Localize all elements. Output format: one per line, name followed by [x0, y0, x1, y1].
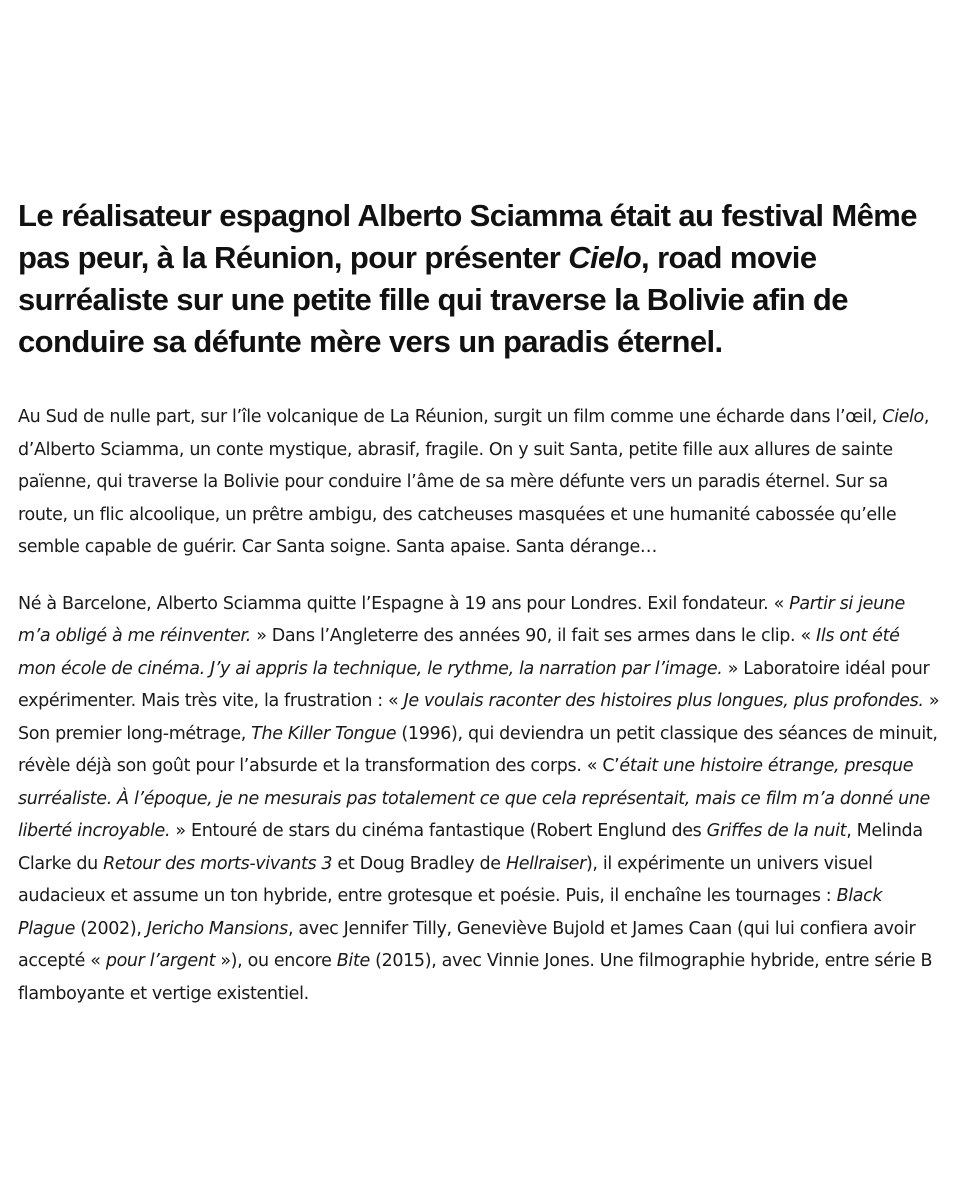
text-run: » Son premier long-métrage, — [18, 691, 940, 744]
italic-text: Ils ont été mon école de cinéma. J’y ai appris la technique, le rythme, la narration par l’image. — [18, 626, 900, 679]
article-body — [18, 401, 942, 1010]
text-run: » Laboratoire idéal pour expérimenter. Mais très vite, la frustration : « — [18, 658, 930, 711]
article — [18, 195, 942, 1034]
text-run: »), ou encore — [215, 951, 337, 971]
text-run: Le réalisateur espagnol Alberto Sciamma était au festival Même pas peur, à la Réunion, pour présenter — [18, 198, 917, 275]
italic-text: Cielo — [882, 407, 924, 427]
italic-text: Black Plague — [18, 886, 883, 939]
italic-text: The Killer Tongue — [251, 723, 397, 744]
paragraph-intro — [18, 401, 942, 564]
italic-text: Bite — [336, 951, 370, 971]
text-run: et Doug Bradley de — [332, 853, 506, 874]
italic-text: Cielo — [568, 240, 642, 275]
italic-text: était une histoire étrange, presque surréaliste. À l’époque, je ne mesurais pas totalement ce que cela représentait, mais ce film m’a donné une liberté incroyable. — [18, 756, 930, 841]
italic-text: Griffes de la nuit — [706, 821, 847, 841]
paragraph-biography — [18, 588, 942, 1011]
italic-text: Partir si jeune m’a obligé à me réinventer. — [18, 593, 905, 646]
text-run: , road movie surréaliste sur une petite fille qui traverse la Bolivie afin de conduire sa défunte mère vers un paradis éternel. — [18, 240, 848, 359]
text-run: Au Sud de nulle part, sur l’île volcanique de La Réunion, surgit un film comme une écharde dans l’œil, — [18, 407, 883, 427]
text-run: , Melinda Clarke du — [18, 821, 923, 874]
italic-text: pour l’argent — [105, 951, 216, 971]
text-run: , d’Alberto Sciamma, un conte mystique, abrasif, fragile. On y suit Santa, petite fille aux allures de sainte païenne, qui traverse la Bolivie pour conduire l’âme de sa mère défunte vers un paradis éternel. Sur sa route, un flic alcoolique, un prêtre ambigu, des catcheuses masquées et une humanité cabossée qu’elle semble capable de guérir. Car Santa soigne. Santa apaise. Santa dérange… — [18, 407, 930, 557]
text-run: (1996), qui deviendra un petit classique des séances de minuit, révèle déjà son goût pour l’absurde et la transformation des corps. « C’ — [18, 723, 938, 776]
text-run: , avec Jennifer Tilly, Geneviève Bujold et James Caan (qui lui confiera avoir accepté « — [18, 918, 916, 971]
italic-text: Retour des morts-vivants 3 — [103, 853, 333, 874]
text-run: ), il expérimente un univers visuel audacieux et assume un ton hybride, entre grotesque et poésie. Puis, il enchaîne les tournages : — [18, 853, 873, 906]
italic-text: Hellraiser — [505, 853, 586, 874]
text-run: (2015), avec Vinnie Jones. Une filmographie hybride, entre série B flamboyante et vertige existentiel. — [18, 951, 933, 1004]
article-lead — [18, 195, 942, 363]
italic-text: Jericho Mansions — [146, 918, 288, 939]
text-run: » Dans l’Angleterre des années 90, il fait ses armes dans le clip. « — [251, 626, 817, 646]
text-run: (2002), — [75, 918, 147, 939]
text-run: » Entouré de stars du cinéma fantastique (Robert Englund des — [170, 821, 707, 841]
text-run: Né à Barcelone, Alberto Sciamma quitte l’Espagne à 19 ans pour Londres. Exil fondateur. « — [18, 593, 790, 614]
italic-text: Je voulais raconter des histoires plus longues, plus profondes. — [403, 691, 924, 711]
